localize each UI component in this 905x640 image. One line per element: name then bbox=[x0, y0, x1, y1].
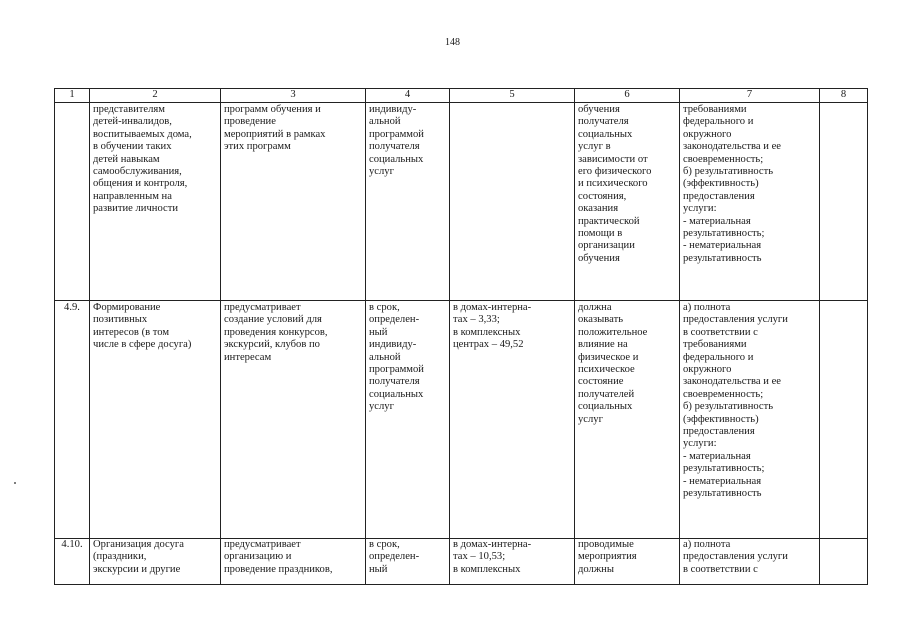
service-quality: а) полнота предоставления услуги в соответствии с bbox=[680, 539, 820, 585]
header-row bbox=[55, 89, 868, 103]
service-tariff: в домах-интерна- тах – 10,53; в комплексных bbox=[450, 539, 575, 585]
service-name: представителям детей-инвалидов, воспитываемых дома, в обучении таких детей навыкам самообслуживания, общения и контроля, направленным на развитие личности bbox=[90, 103, 221, 301]
service-name: Организация досуга (праздники, экскурсии и другие bbox=[90, 539, 221, 585]
row-number bbox=[55, 103, 90, 301]
service-terms: индивиду- альной программой получателя социальных услуг bbox=[366, 103, 450, 301]
col-header-1: 1 bbox=[55, 89, 90, 103]
service-quality: а) полнота предоставления услуги в соответствии с требованиями федерального и окружного законодательства и ее своевременность; б) результативность (эффективность) предоставления услуги: - материальная результативность; - нематериальная результативность bbox=[680, 301, 820, 539]
services-table bbox=[54, 88, 868, 585]
row-number: 4.9. bbox=[55, 301, 90, 539]
service-extra bbox=[820, 301, 868, 539]
service-tariff bbox=[450, 103, 575, 301]
col-header-6: 6 bbox=[575, 89, 680, 103]
service-extra bbox=[820, 103, 868, 301]
service-description: предусматривает организацию и проведение праздников, bbox=[221, 539, 366, 585]
service-description: предусматривает создание условий для проведения конкурсов, экскурсий, клубов по интересам bbox=[221, 301, 366, 539]
table-row bbox=[55, 301, 868, 539]
col-header-3: 3 bbox=[221, 89, 366, 103]
scan-speck bbox=[14, 482, 16, 484]
service-name: Формирование позитивных интересов (в том числе в сфере досуга) bbox=[90, 301, 221, 539]
col-header-5: 5 bbox=[450, 89, 575, 103]
page-number: 148 bbox=[445, 37, 460, 48]
service-indicators: обучения получателя социальных услуг в зависимости от его физического и психического состояния, оказания практической помощи в организации обучения bbox=[575, 103, 680, 301]
service-quality: требованиями федерального и окружного законодательства и ее своевременность; б) результативность (эффективность) предоставления услуги: - материальная результативность; - нематериальная результативность bbox=[680, 103, 820, 301]
service-indicators: проводимые мероприятия должны bbox=[575, 539, 680, 585]
service-indicators: должна оказывать положительное влияние на физическое и психическое состояние получателей социальных услуг bbox=[575, 301, 680, 539]
service-description: программ обучения и проведение мероприятий в рамках этих программ bbox=[221, 103, 366, 301]
service-terms: в срок, определен- ный bbox=[366, 539, 450, 585]
col-header-2: 2 bbox=[90, 89, 221, 103]
col-header-8: 8 bbox=[820, 89, 868, 103]
table-row bbox=[55, 539, 868, 585]
service-extra bbox=[820, 539, 868, 585]
col-header-4: 4 bbox=[366, 89, 450, 103]
service-tariff: в домах-интерна- тах – 3,33; в комплексных центрах – 49,52 bbox=[450, 301, 575, 539]
table-row bbox=[55, 103, 868, 301]
col-header-7: 7 bbox=[680, 89, 820, 103]
row-number: 4.10. bbox=[55, 539, 90, 585]
service-terms: в срок, определен- ный индивиду- альной программой получателя социальных услуг bbox=[366, 301, 450, 539]
